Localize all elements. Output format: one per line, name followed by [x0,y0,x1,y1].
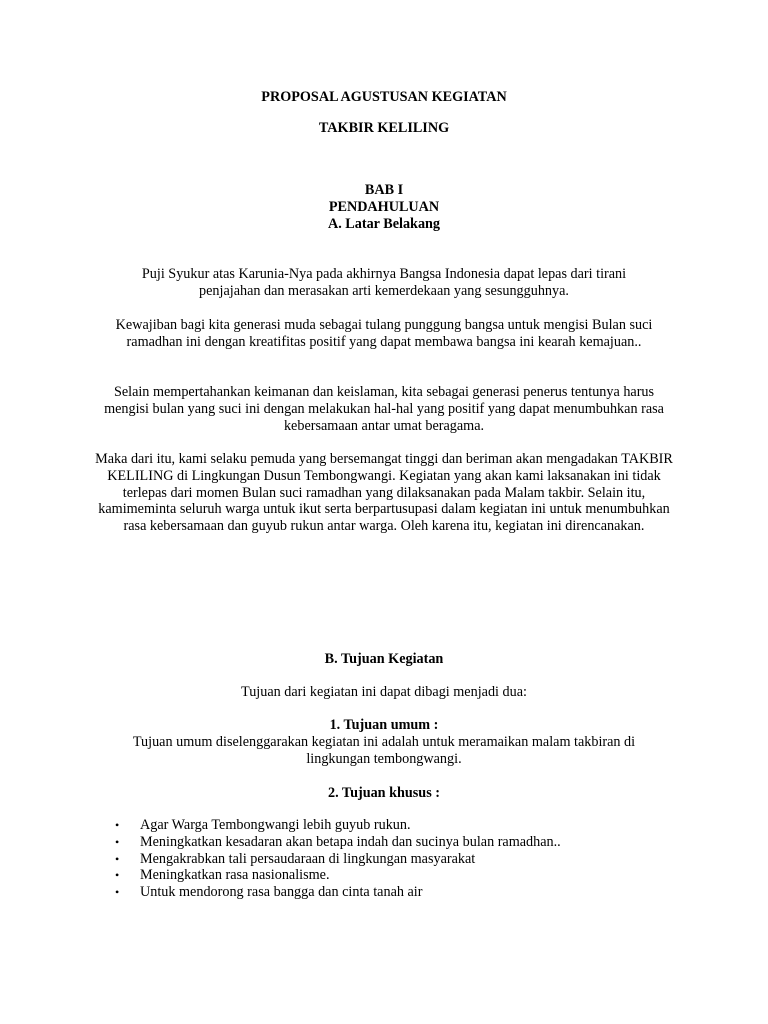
list-item: • Mengakrabkan tali persaudaraan di lingkungan masyarakat [112,851,672,868]
specific-goals-list [112,817,672,901]
background-paragraph-4: Maka dari itu, kami selaku pemuda yang bersemangat tinggi dan beriman akan mengadakan TAKBIR KELILING di Lingkungan Dusun Tembongwangi. Kegiatan yang akan kami laksanakan ini tidak terlepas dari momen Bulan suci ramadhan yang dilaksanakan pada Malam takbir. Selain itu, kamimeminta seluruh warga untuk ikut serta berpartusupasi dalam kegiatan ini untuk menumbuhkan rasa kebersamaan dan guyub rukun antar warga. Oleh karena itu, kegiatan ini direncanakan. [95,451,673,535]
list-item: • Meningkatkan rasa nasionalisme. [112,867,672,884]
chapter-number: BAB I [364,182,404,198]
goals-intro: Tujuan dari kegiatan ini dapat dibagi menjadi dua: [241,684,527,700]
section-heading-background: A. Latar Belakang [327,216,441,232]
background-paragraph-3: Selain mempertahankan keimanan dan keislaman, kita sebagai generasi penerus tentunya harus mengisi bulan yang suci ini dengan melakukan hal-hal yang positif yang dapat menumbuhkan rasa kebersamaan antar umat beragama. [104,384,664,434]
background-paragraph-2: Kewajiban bagi kita generasi muda sebagai tulang punggung bangsa untuk mengisi Bulan suci ramadhan ini dengan kreatifitas positif yang dapat membawa bangsa ini kearah kemajuan.. [115,317,653,350]
general-goal-text: Tujuan umum diselenggarakan kegiatan ini adalah untuk meramaikan malam takbiran di lingkungan tembongwangi. [132,734,636,767]
background-paragraph-1: Puji Syukur atas Karunia-Nya pada akhirnya Bangsa Indonesia dapat lepas dari tirani penjajahan dan merasakan arti kemerdekaan yang sesungguhnya. [141,266,627,299]
document-subtitle: TAKBIR KELILING [318,120,450,136]
section-heading-goals: B. Tujuan Kegiatan [324,651,444,667]
general-goal-heading: 1. Tujuan umum : [329,717,439,733]
document-title: PROPOSAL AGUSTUSAN KEGIATAN [261,89,507,105]
chapter-name: PENDAHULUAN [328,199,440,215]
list-item: • Agar Warga Tembongwangi lebih guyub rukun. [112,817,672,834]
list-item: • Meningkatkan kesadaran akan betapa indah dan sucinya bulan ramadhan.. [112,834,672,851]
list-item: • Untuk mendorong rasa bangga dan cinta tanah air [112,884,672,901]
specific-goal-heading: 2. Tujuan khusus : [327,785,440,801]
